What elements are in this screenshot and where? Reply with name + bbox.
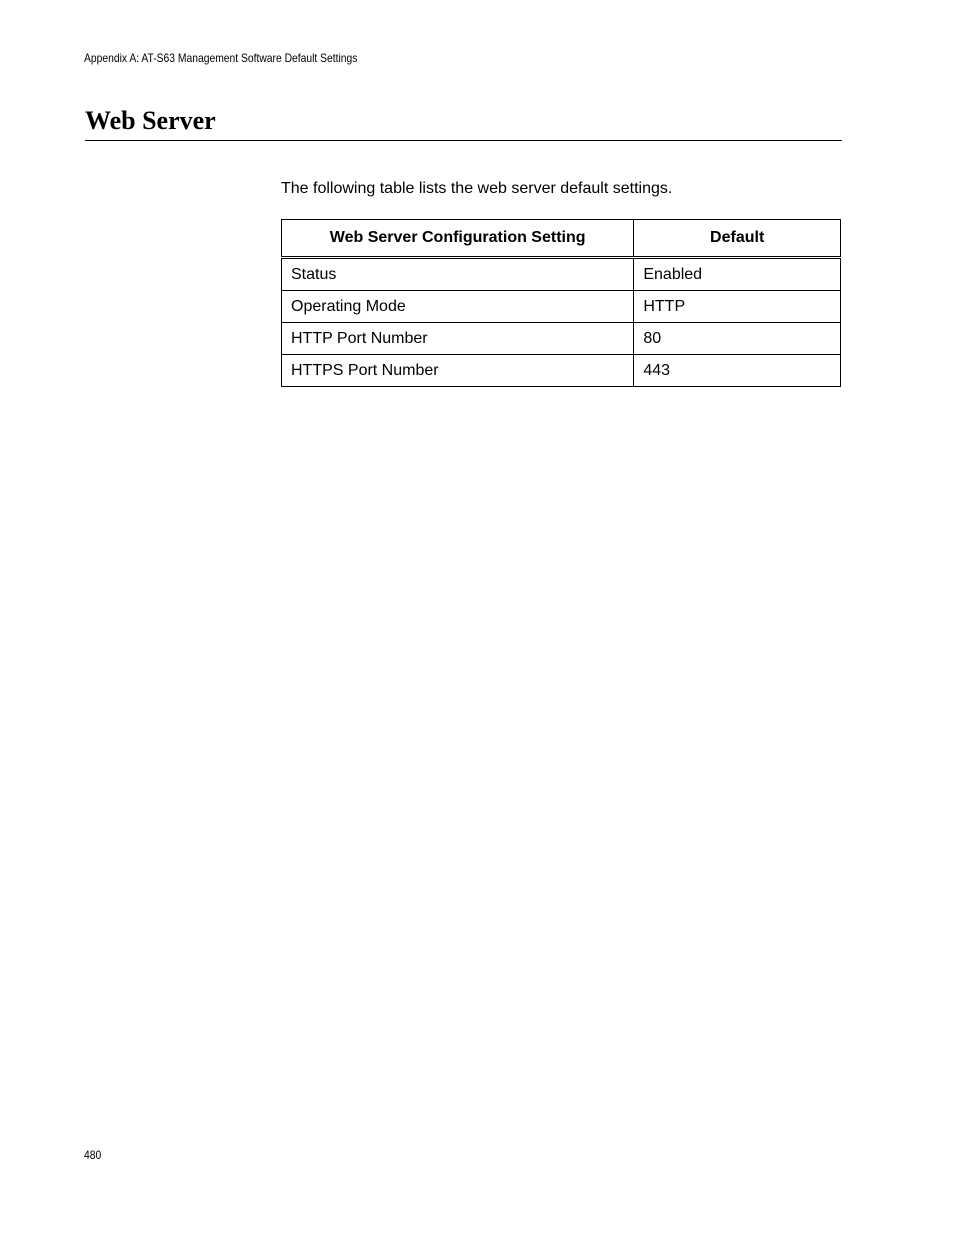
running-header: Appendix A: AT-S63 Management Software Default Settings [84, 51, 358, 65]
section-title: Web Server [85, 106, 216, 135]
title-rule [85, 140, 842, 141]
table-header-row [282, 220, 841, 258]
setting-cell: HTTPS Port Number [282, 355, 634, 387]
default-cell: 80 [634, 323, 841, 355]
column-header-setting: Web Server Configuration Setting [282, 220, 634, 258]
web-server-defaults-table [281, 219, 841, 387]
table-row [282, 258, 841, 291]
table-row [282, 323, 841, 355]
setting-cell: HTTP Port Number [282, 323, 634, 355]
table-row [282, 291, 841, 323]
table-row [282, 355, 841, 387]
setting-cell: Status [282, 258, 634, 291]
default-cell: HTTP [634, 291, 841, 323]
default-cell: 443 [634, 355, 841, 387]
setting-cell: Operating Mode [282, 291, 634, 323]
column-header-default: Default [634, 220, 841, 258]
intro-paragraph: The following table lists the web server default settings. [281, 180, 673, 197]
default-cell: Enabled [634, 258, 841, 291]
page-number: 480 [84, 1148, 102, 1162]
